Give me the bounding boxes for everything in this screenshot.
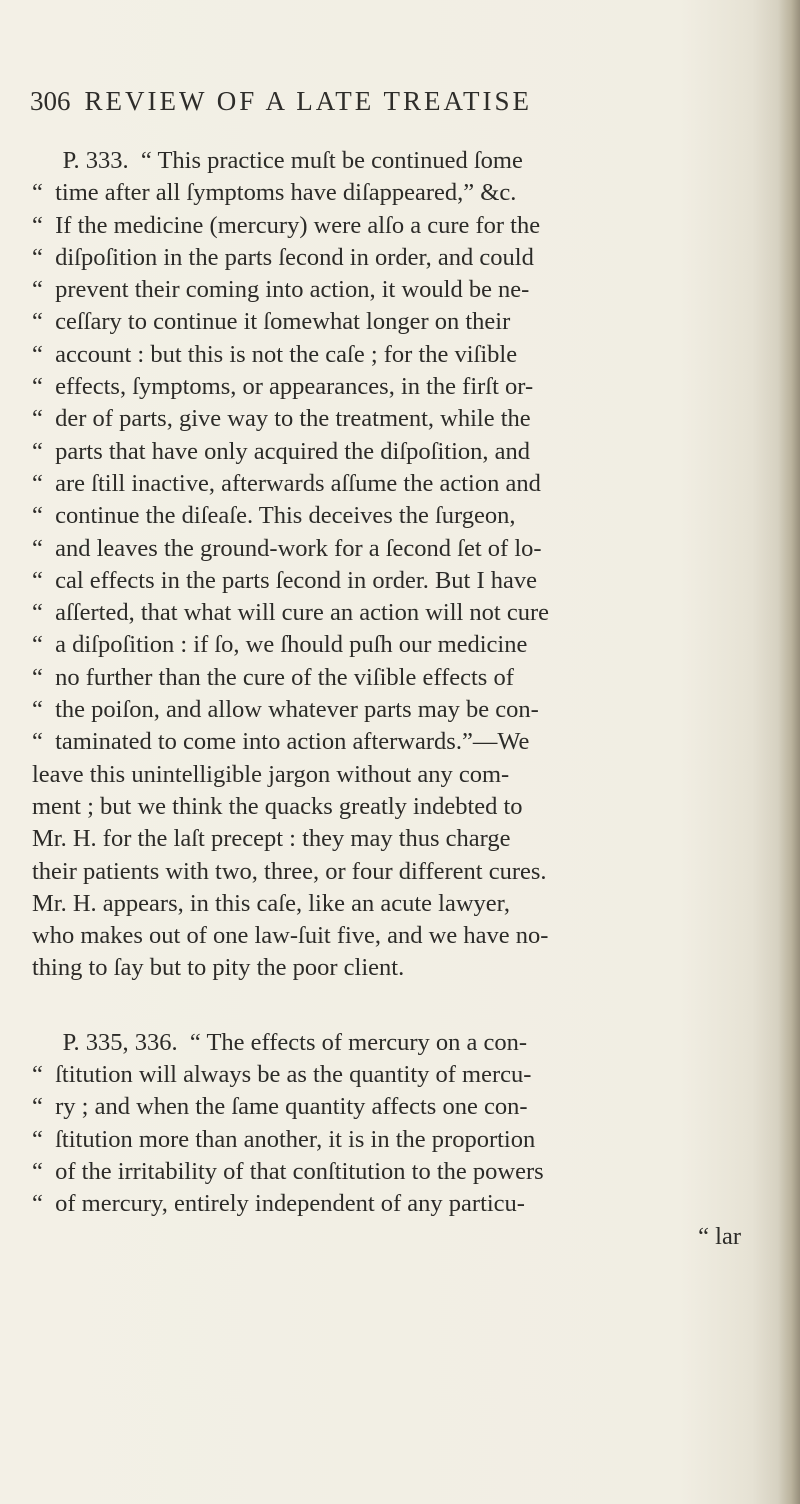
text-line: “ and leaves the ground-work for a ſecond ſet of lo- [32,534,542,562]
text-line: “ are ſtill inactive, afterwards aſſume the action and [32,469,541,497]
text-line: who makes out of one law-ſuit five, and we have no- [32,922,549,950]
text-line: “ no further than the cure of the viſible effects of [32,663,514,691]
text-line: “ der of parts, give way to the treatment, while the [32,405,531,433]
text-line: “ cal effects in the parts ſecond in order. But I have [32,566,538,594]
catchword: “ lar [698,1222,741,1250]
text-line: Mr. H. appears, in this caſe, like an acute lawyer, [32,889,510,917]
text-line: “ of mercury, entirely independent of any particu- [32,1190,525,1218]
paragraph-p335 [32,1027,767,1221]
text-line: “ continue the diſeaſe. This deceives the ſurgeon, [32,502,516,530]
text-line: “ diſpoſition in the parts ſecond in order, and could [32,243,534,271]
text-line: leave this unintelligible jargon without any com- [32,760,510,788]
body-text [32,145,767,1253]
text-line: “ time after all ſymptoms have diſappeared,” &c. [32,179,517,207]
page-edge-shadow [778,0,800,1504]
text-line: “ ſtitution more than another, it is in the proportion [32,1125,536,1153]
text-line: “ effects, ſymptoms, or appearances, in the firſt or- [32,373,534,401]
paragraph-p333 [32,145,767,985]
text-line: “ account : but this is not the caſe ; for the viſible [32,340,518,368]
text-line: their patients with two, three, or four different cures. [32,857,547,885]
running-header [30,86,730,126]
text-line: “ taminated to come into action afterwards.”—We [32,728,530,756]
text-line: “ prevent their coming into action, it would be ne- [32,276,530,304]
text-line: thing to ſay but to pity the poor client. [32,954,405,982]
text-line: “ ſtitution will always be as the quantity of mercu- [32,1061,532,1089]
text-line: “ aſſerted, that what will cure an action will not cure [32,599,550,627]
text-line: Mr. H. for the laſt precept : they may thus charge [32,825,511,853]
text-line: “ ry ; and when the ſame quantity affects one con- [32,1093,528,1121]
paragraph-gap [32,985,767,1027]
text-line: “ ceſſary to continue it ſomewhat longer on their [32,308,511,336]
text-line: “ parts that have only acquired the diſpoſition, and [32,437,531,465]
text-line: “ of the irritability of that conſtitution to the powers [32,1157,544,1185]
text-line: “ If the medicine (mercury) were alſo a cure for the [32,211,541,239]
text-line: “ the poiſon, and allow whatever parts may be con- [32,696,539,724]
text-line: “ a diſpoſition : if ſo, we ſhould puſh our medicine [32,631,528,659]
text-line: P. 335, 336. “ The effects of mercury on a con- [32,1028,528,1056]
text-line: P. 333. “ This practice muſt be continued ſome [32,147,523,174]
text-line: ment ; but we think the quacks greatly indebted to [32,792,523,820]
running-title: REVIEW OF A LATE TREATISE [84,86,533,116]
page-number: 306 [30,86,71,116]
